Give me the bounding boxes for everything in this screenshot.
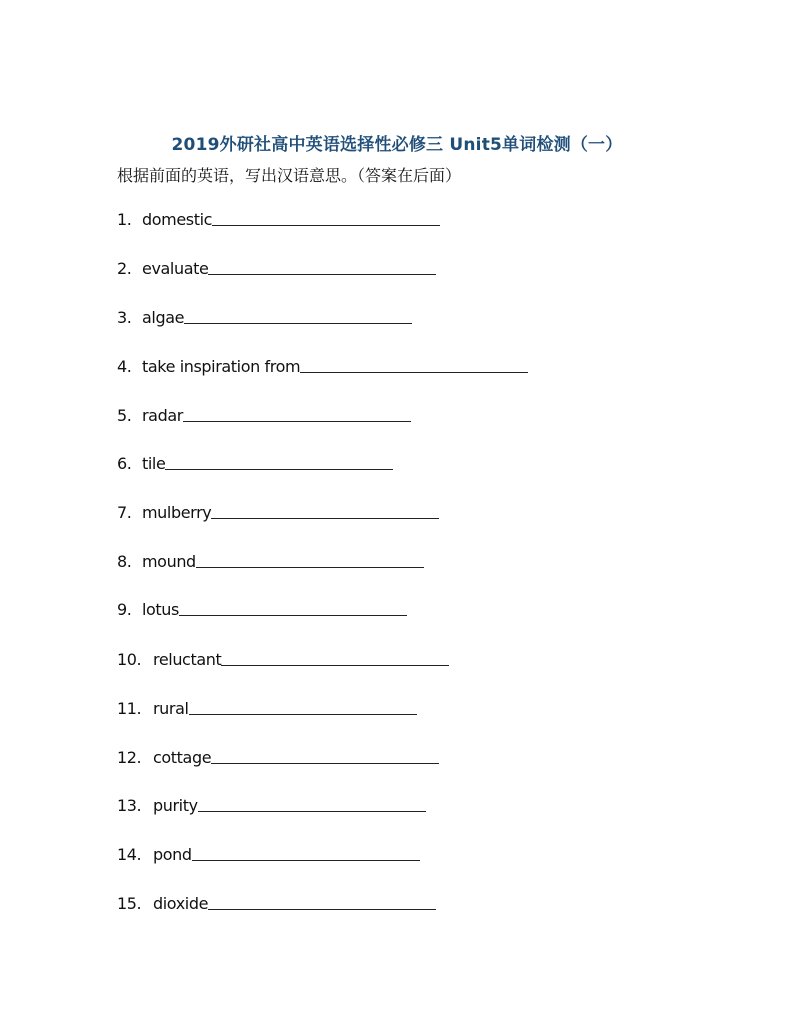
item-word: domestic xyxy=(142,210,213,229)
answer-blank[interactable] xyxy=(211,762,439,764)
item-number: 11. xyxy=(117,699,142,718)
item-number: 7. xyxy=(117,503,132,522)
answer-blank[interactable] xyxy=(300,371,528,373)
item-number: 3. xyxy=(117,308,132,327)
answer-blank[interactable] xyxy=(221,664,449,666)
answer-blank[interactable] xyxy=(208,908,436,910)
item-word: take inspiration from xyxy=(142,357,301,376)
item-number: 4. xyxy=(117,357,132,376)
item-word: cottage xyxy=(153,748,212,767)
item-word: radar xyxy=(142,406,183,425)
answer-blank[interactable] xyxy=(198,810,426,812)
item-number: 10. xyxy=(117,650,142,669)
vocab-item xyxy=(117,207,440,229)
item-number: 14. xyxy=(117,845,142,864)
vocab-item xyxy=(117,793,426,815)
answer-blank[interactable] xyxy=(183,420,411,422)
page-title: 2019外研社高中英语选择性必修三 Unit5单词检测（一） xyxy=(171,135,623,155)
item-number: 9. xyxy=(117,600,132,619)
item-word: mound xyxy=(142,552,196,571)
answer-blank[interactable] xyxy=(192,859,420,861)
vocab-item xyxy=(117,354,528,376)
answer-blank[interactable] xyxy=(212,224,440,226)
vocab-item xyxy=(117,451,393,473)
instruction-text: 根据前面的英语，写出汉语意思。（答案在后面） xyxy=(117,166,462,185)
vocab-item xyxy=(117,256,436,278)
answer-blank[interactable] xyxy=(184,322,412,324)
item-word: tile xyxy=(142,454,166,473)
item-number: 13. xyxy=(117,796,142,815)
item-word: mulberry xyxy=(142,503,212,522)
item-number: 12. xyxy=(117,748,142,767)
answer-blank[interactable] xyxy=(211,517,439,519)
item-word: evaluate xyxy=(142,259,209,278)
answer-blank[interactable] xyxy=(179,614,407,616)
item-number: 2. xyxy=(117,259,132,278)
item-word: dioxide xyxy=(153,894,209,913)
item-number: 1. xyxy=(117,210,132,229)
item-word: reluctant xyxy=(153,650,222,669)
vocab-item xyxy=(117,403,411,425)
item-number: 5. xyxy=(117,406,132,425)
item-number: 15. xyxy=(117,894,142,913)
item-word: algae xyxy=(142,308,185,327)
vocab-item xyxy=(117,549,424,571)
item-word: lotus xyxy=(142,600,179,619)
item-number: 6. xyxy=(117,454,132,473)
answer-blank[interactable] xyxy=(189,713,417,715)
vocab-item xyxy=(117,745,439,767)
answer-blank[interactable] xyxy=(165,468,393,470)
vocab-item xyxy=(117,891,436,913)
vocab-item xyxy=(117,647,449,669)
answer-blank[interactable] xyxy=(208,273,436,275)
vocab-item xyxy=(117,305,412,327)
vocab-item xyxy=(117,696,417,718)
answer-blank[interactable] xyxy=(196,566,424,568)
vocab-item xyxy=(117,500,439,522)
vocab-item xyxy=(117,597,407,619)
item-word: purity xyxy=(153,796,198,815)
item-number: 8. xyxy=(117,552,132,571)
item-word: rural xyxy=(153,699,189,718)
vocab-item xyxy=(117,842,420,864)
item-word: pond xyxy=(153,845,192,864)
